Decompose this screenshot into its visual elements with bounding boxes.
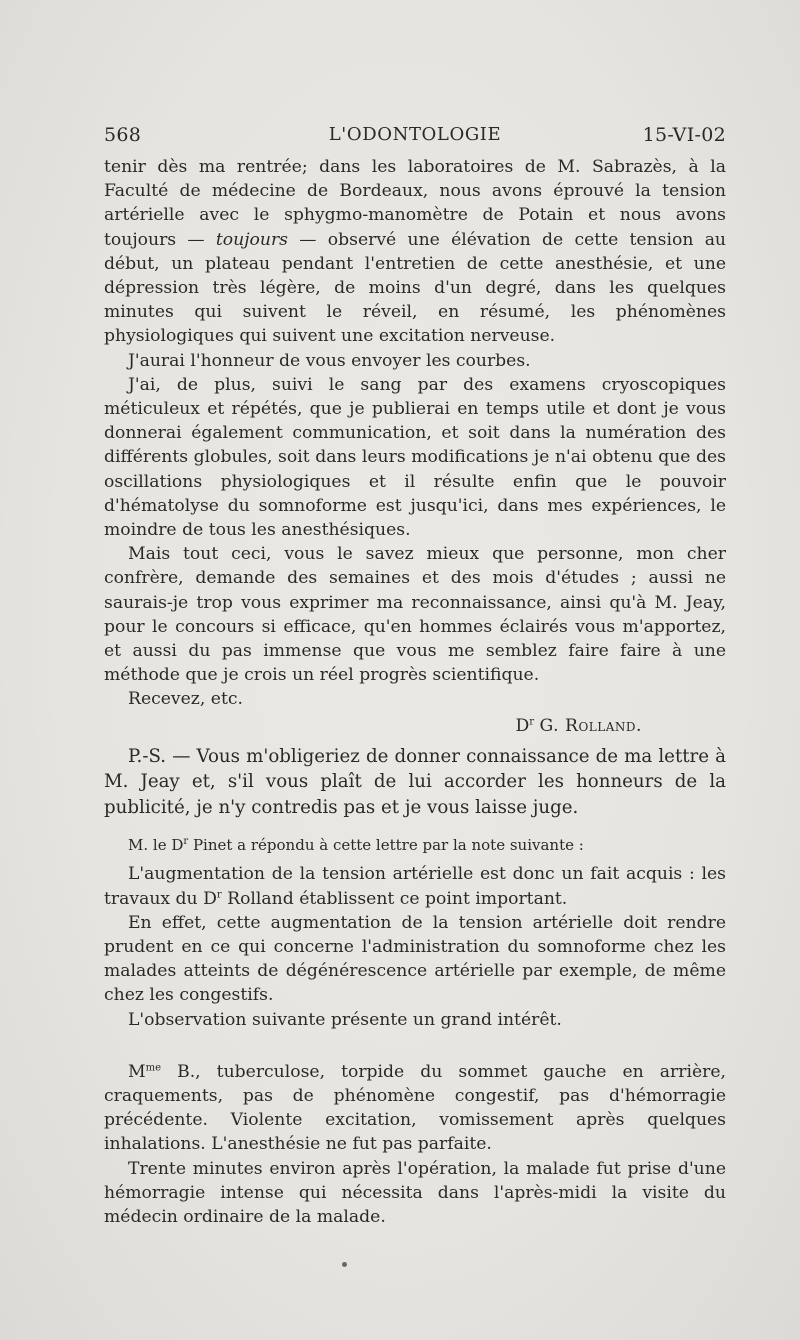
case-text: B., tuberculose, torpide du sommet gauche en arrière, craquements, pas de phénomène congestif, pas d'hémorragie précédente. Violente excitation, vomissement après quelques inhalations. L'anesthésie ne fut pas parfaite. (104, 1061, 726, 1155)
journal-title: L'ODONTOLOGIE (328, 124, 502, 145)
postscript: P.-S. — Vous m'obligeriez de donner connaissance de ma lettre à M. Jeay et, s'il vous plaît de lui accorder les honneurs de la publicité, je n'y contredis pas et je vous laisse juge. (104, 745, 726, 818)
paragraph: Mais tout ceci, vous le savez mieux que personne, mon cher confrère, demande des semaines et des mois d'études ; aussi ne saurais-je trop vous exprimer ma reconnaissance, ainsi qu'à M. Jeay, pour le concours si efficace, qu'en hommes éclairés vous m'apportez, et aussi du pas immense que vous me semblez faire faire à une méthode que je crois un réel progrès scientifique. (104, 544, 726, 686)
signature-title: D (515, 715, 530, 736)
paragraph-sup: r (216, 888, 222, 900)
signature-name: G. Rolland. (539, 715, 642, 736)
paragraph-text: — observé une élévation de cette tension au début, un plateau pendant l'entretien de cette anesthésie, et une dépression très légère, de moins d'un degré, dans les quelques minutes qui suivent le réveil, en résumé, les phénomènes physiologiques qui suivent une excitation nerveuse. (104, 229, 727, 347)
page-number: 568 (104, 124, 142, 146)
section-gap (104, 1032, 726, 1060)
case-sup: me (145, 1062, 162, 1074)
ink-speck (342, 1262, 347, 1267)
paragraph: J'ai, de plus, suivi le sang par des examens cryoscopiques méticuleux et répétés, que je publierai en temps utile et dont je vous donnerai également communication, et soit dans la numération des différents globules, soit dans leurs modifications je n'ai obtenu que des oscillations physiologiques et il résulte enfin que le pouvoir d'hématolyse du somnoforme est jusqu'ici, dans mes expériences, le moindre de tous les anesthésiques. (104, 374, 726, 541)
case-title: M (128, 1061, 146, 1082)
note-prefix: M. le D (128, 836, 184, 855)
paragraph: Recevez, etc. (128, 689, 243, 710)
paragraph-text: Rolland établissent ce point important. (227, 888, 568, 909)
paragraph (104, 862, 726, 910)
signature-sup: r (529, 715, 535, 727)
paragraph (104, 155, 726, 349)
paragraph: L'observation suivante présente un grand intérêt. (128, 1009, 562, 1030)
editor-note (104, 834, 726, 856)
paragraph-text: L'augmentation de la tension artérielle est donc un fait acquis : les travaux du D (104, 864, 726, 909)
paragraph: J'aurai l'honneur de vous envoyer les courbes. (128, 350, 531, 371)
paragraph: Trente minutes environ après l'opération, la malade fut prise d'une hémorragie intense qui nécessita dans l'après-midi la visite du médecin ordinaire de la malade. (104, 1158, 726, 1228)
signature (104, 714, 642, 738)
emphasis-text: toujours (215, 229, 288, 250)
running-header (104, 124, 726, 148)
paragraph-text: tenir dès ma rentrée; dans les laboratoires de M. Sabrazès, à la Faculté de médecine de Bordeaux, nous avons éprouvé la tension artérielle avec le sphygmo-manomètre de Potain et nous avons toujours — (104, 157, 726, 250)
issue-date: 15-VI-02 (642, 124, 726, 146)
note-sup: r (183, 836, 189, 848)
case-report (104, 1060, 726, 1157)
paragraph: En effet, cette augmentation de la tension artérielle doit rendre prudent en ce qui concerne l'administration du somnoforme chez les malades atteints de dégénérescence artérielle par exemple, de même chez les congestifs. (104, 912, 726, 1006)
note-text: Pinet a répondu à cette lettre par la note suivante : (192, 836, 584, 855)
article-body (104, 155, 726, 1229)
